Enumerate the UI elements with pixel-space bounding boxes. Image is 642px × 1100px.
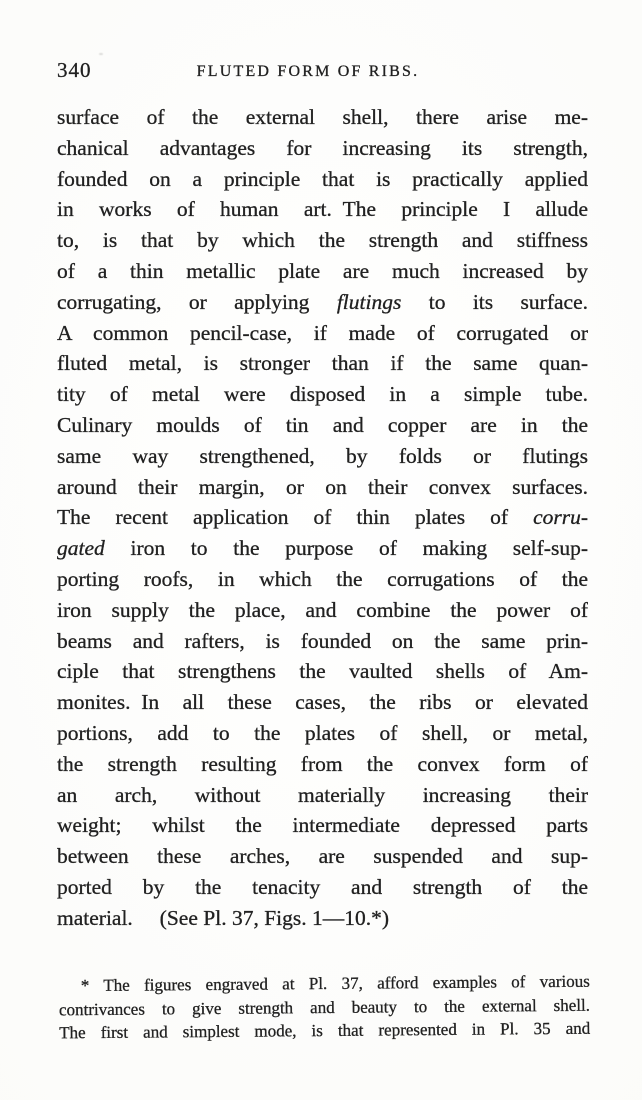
body-line: [57, 225, 588, 256]
body-line: [57, 441, 588, 472]
body-text-segment: the strength resulting from the convex form of: [57, 751, 588, 776]
body-text-segment: chanical advantages for increasing its strength,: [57, 135, 588, 160]
italic-text: gated: [57, 536, 105, 561]
body-text-segment: weight; whilst the intermediate depressed parts: [57, 813, 588, 838]
body-line: [57, 656, 588, 687]
body-line: [57, 502, 588, 533]
body-line: [57, 133, 588, 164]
body-text-segment: around their margin, or on their convex surfaces.: [57, 474, 588, 499]
body-line: [57, 102, 588, 133]
body-line: [57, 718, 588, 749]
body-text-segment: portions, add to the plates of shell, or metal,: [57, 720, 588, 745]
italic-text: flutings: [336, 289, 402, 314]
body-line: [57, 379, 588, 410]
body-line: [57, 841, 588, 872]
body-line: [57, 348, 588, 379]
body-text-segment: beams and rafters, is founded on the same prin-: [57, 628, 588, 653]
body-text-segment: iron to the purpose of making self-sup-: [104, 536, 588, 561]
body-line: [57, 472, 588, 503]
body-line: [57, 533, 588, 564]
body-line: [57, 903, 588, 934]
body-text-segment: tity of metal were disposed in a simple tube.: [57, 382, 588, 407]
body-line: [57, 410, 588, 441]
body-line: [57, 749, 588, 780]
body-line: [57, 780, 588, 811]
body-text-segment: iron supply the place, and combine the power of: [57, 597, 588, 622]
body-text-segment: of a thin metallic plate are much increased by: [57, 258, 588, 283]
running-title: FLUTED FORM OF RIBS.: [196, 63, 420, 80]
body-text-segment: an arch, without materially increasing their: [57, 782, 588, 807]
body-text-segment: porting roofs, in which the corrugations of the: [57, 566, 588, 591]
body-text-segment: Culinary moulds of tin and copper are in the: [57, 412, 588, 437]
body-text-segment: monites. In all these cases, the ribs or elevated: [57, 690, 588, 715]
body-text-segment: founded on a principle that is practically applied: [57, 166, 588, 191]
body-text: [57, 102, 588, 934]
body-text-segment: ciple that strengthens the vaulted shells of Am-: [57, 659, 588, 684]
body-line: [57, 687, 588, 718]
footnote-line: The first and simplest mode, is that represented in Pl. 35 and: [59, 1018, 591, 1043]
body-text-segment: to its surface.: [401, 289, 588, 314]
body-text-segment: corrugating, or applying: [57, 289, 337, 314]
footnote-line: contrivances to give strength and beauty to the external shell.: [58, 995, 591, 1019]
body-text-segment: in works of human art. The principle I allude: [57, 197, 588, 222]
body-line: [57, 810, 588, 841]
body-text-segment: ported by the tenacity and strength of the: [57, 874, 588, 899]
body-line: [57, 194, 588, 225]
body-text-segment: between these arches, are suspended and sup-: [57, 844, 588, 869]
footnote-line: * The figures engraved at Pl. 37, afford examples of various: [80, 971, 590, 996]
body-line: [57, 872, 588, 903]
body-line: [57, 564, 588, 595]
footnote: [59, 970, 591, 1045]
body-text-segment: same way strengthened, by folds or flutings: [57, 443, 588, 468]
body-text-segment: surface of the external shell, there arise me-: [57, 105, 588, 129]
body-line: [57, 595, 588, 626]
scan-speck: [531, 146, 534, 149]
body-line: [57, 626, 588, 657]
body-text-segment: A common pencil-case, if made of corrugated or: [57, 320, 588, 345]
body-text-segment: to, is that by which the strength and stiffness: [57, 228, 588, 253]
body-line: [57, 164, 588, 195]
body-text-segment: material. (See Pl. 37, Figs. 1—10.*): [57, 905, 390, 930]
page-number: 340: [57, 58, 92, 82]
scan-speck: [99, 53, 103, 55]
body-line: [57, 287, 588, 318]
body-line: [57, 256, 588, 287]
body-text-segment: fluted metal, is stronger than if the same quan-: [57, 351, 588, 376]
body-line: [57, 318, 588, 349]
italic-text: corru-: [533, 505, 588, 530]
body-text-segment: The recent application of thin plates of: [57, 505, 534, 530]
